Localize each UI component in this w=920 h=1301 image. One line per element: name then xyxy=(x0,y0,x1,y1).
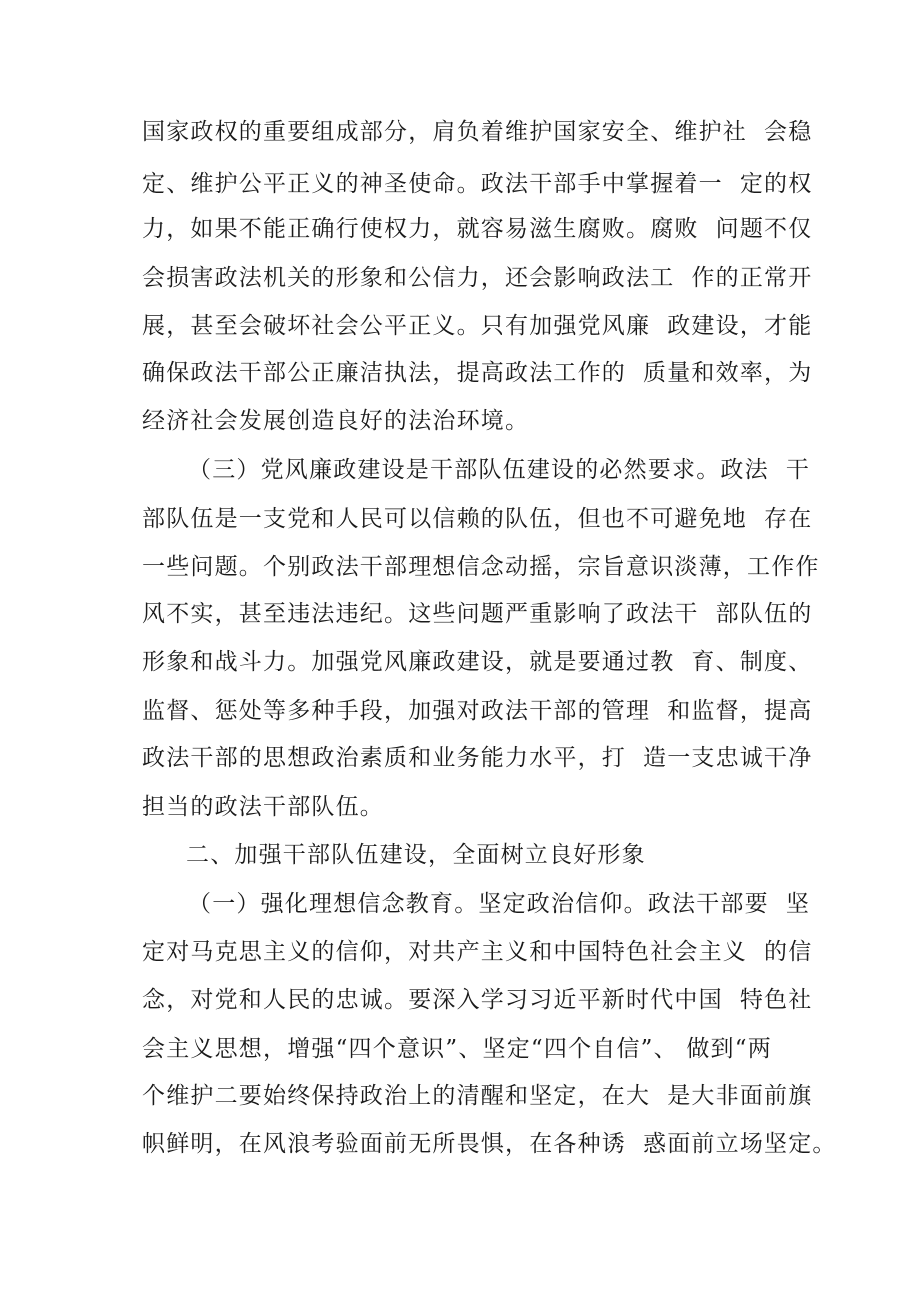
paragraph-start-line: （三）党风廉政建设是干部队伍建设的必然要求。政法 干 xyxy=(188,457,811,483)
text-line: 经济社会发展创造良好的法治环境。 xyxy=(142,408,530,434)
text-line: 会主义思想，增强“四个意识”、坚定“四个自信”、 做到“两 xyxy=(142,1036,772,1062)
text-line: 一些问题。个别政法干部理想信念动摇，宗旨意识淡薄，工作作 xyxy=(142,554,820,580)
text-line: 展，甚至会破坏社会公平正义。只有加强党风廉 政建设，才能 xyxy=(142,313,813,339)
text-line: 个维护二要始终保持政治上的清醒和坚定，在大 是大非面前旗 xyxy=(142,1083,813,1109)
text-line: 监督、惩处等多种手段，加强对政法干部的管理 和监督，提高 xyxy=(142,698,813,724)
text-line: 力，如果不能正确行使权力，就容易滋生腐败。腐败 问题不仅 xyxy=(142,216,813,242)
text-line: 形象和战斗力。加强党风廉政建设，就是要通过教 育、制度、 xyxy=(142,649,813,675)
section-heading: 二、加强干部队伍建设，全面树立良好形象 xyxy=(186,842,646,868)
text-line: 担当的政法干部队伍。 xyxy=(142,794,384,820)
text-line: 国家政权的重要组成部分，肩负着维护国家安全、维护社 会稳 xyxy=(142,119,813,145)
paragraph-start-line: （一）强化理想信念教育。坚定政治信仰。政法干部要 坚 xyxy=(188,891,811,917)
text-line: 部队伍是一支党和人民可以信赖的队伍，但也不可避免地 存在 xyxy=(142,506,813,532)
text-line: 念，对党和人民的忠诚。要深入学习习近平新时代中国 特色社 xyxy=(142,987,813,1013)
text-line: 会损害政法机关的形象和公信力，还会影响政法工 作的正常开 xyxy=(142,265,813,291)
text-line: 风不实，甚至违法违纪。这些问题严重影响了政法干 部队伍的 xyxy=(142,601,813,627)
text-line: 定对马克思主义的信仰，对共产主义和中国特色社会主义 的信 xyxy=(142,939,813,965)
text-line: 政法干部的思想政治素质和业务能力水平，打 造一支忠诚干净 xyxy=(142,745,813,771)
text-line: 定、维护公平正义的神圣使命。政法干部手中掌握着一 定的权 xyxy=(142,171,813,197)
text-line: 确保政法干部公正廉洁执法，提高政法工作的 质量和效率，为 xyxy=(142,360,813,386)
text-line: 帜鲜明，在风浪考验面前无所畏惧，在各种诱 惑面前立场坚定。 xyxy=(142,1131,837,1157)
